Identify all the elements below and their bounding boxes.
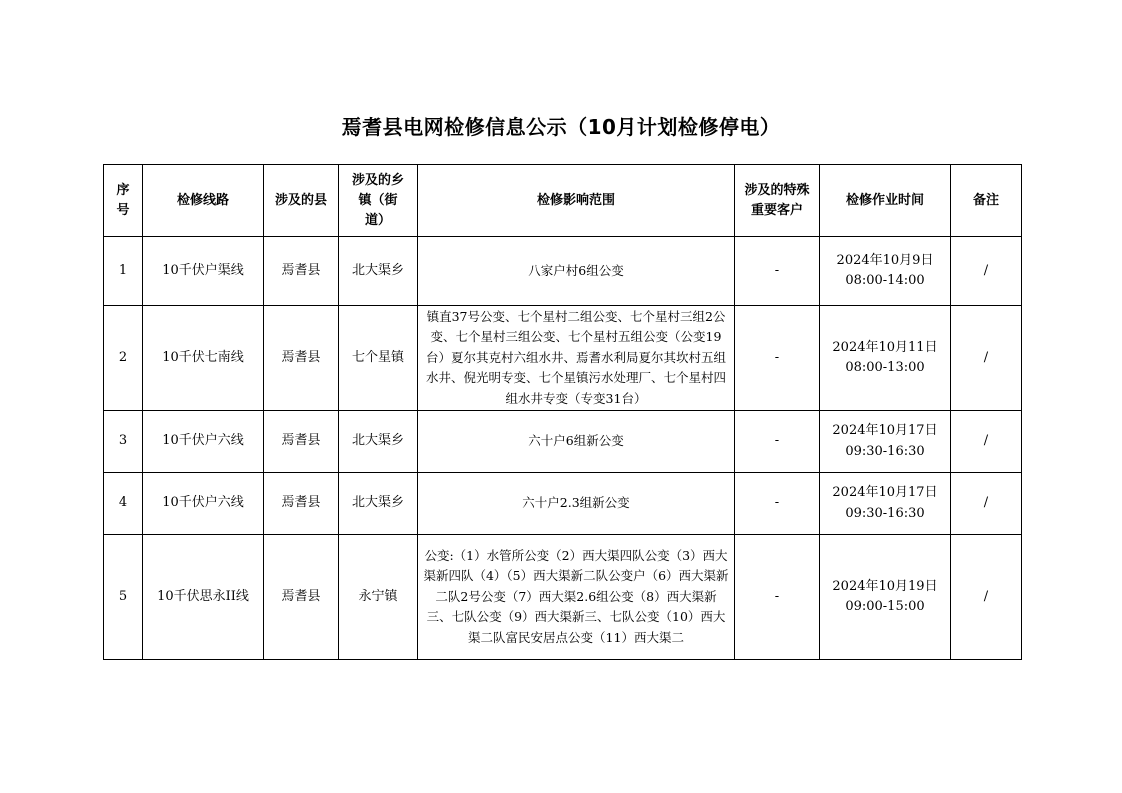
row-no: 3 bbox=[104, 411, 143, 473]
header-time: 检修作业时间 bbox=[820, 165, 951, 237]
header-county: 涉及的县 bbox=[264, 165, 339, 237]
row-scope: 六十户6组新公变 bbox=[418, 411, 735, 473]
row-county: 焉耆县 bbox=[264, 306, 339, 411]
row-note: / bbox=[951, 535, 1022, 660]
row-town: 七个星镇 bbox=[339, 306, 418, 411]
row-town: 北大渠乡 bbox=[339, 473, 418, 535]
row-time bbox=[820, 306, 951, 411]
row-time bbox=[820, 473, 951, 535]
table-row bbox=[104, 411, 1022, 473]
row-hours: 08:00-13:00 bbox=[845, 360, 925, 375]
row-line: 10千伏思永II线 bbox=[143, 535, 264, 660]
row-line: 10千伏户六线 bbox=[143, 411, 264, 473]
table-header-row bbox=[104, 165, 1022, 237]
row-county: 焉耆县 bbox=[264, 237, 339, 306]
row-date: 2024年10月17日 bbox=[832, 485, 938, 500]
table-row bbox=[104, 306, 1022, 411]
row-town: 永宁镇 bbox=[339, 535, 418, 660]
row-county: 焉耆县 bbox=[264, 473, 339, 535]
row-scope: 八家户村6组公变 bbox=[418, 237, 735, 306]
row-county: 焉耆县 bbox=[264, 535, 339, 660]
row-county: 焉耆县 bbox=[264, 411, 339, 473]
row-no: 5 bbox=[104, 535, 143, 660]
row-line: 10千伏七南线 bbox=[143, 306, 264, 411]
row-vip: - bbox=[735, 473, 820, 535]
row-note: / bbox=[951, 306, 1022, 411]
row-note: / bbox=[951, 237, 1022, 306]
row-note: / bbox=[951, 473, 1022, 535]
maintenance-table bbox=[103, 164, 1022, 660]
row-date: 2024年10月17日 bbox=[832, 423, 938, 438]
row-scope: 公变:（1）水管所公变（2）西大渠四队公变（3）西大渠新四队（4）（5）西大渠新二队公变户（6）西大渠新二队2号公变（7）西大渠2.6组公变（8）西大渠新三、七队公变（9）西大渠新三、七队公变（10）西大渠二队富民安居点公变（11）西大渠二 bbox=[418, 535, 735, 660]
row-scope: 六十户2.3组新公变 bbox=[418, 473, 735, 535]
page-title: 焉耆县电网检修信息公示（10月计划检修停电） bbox=[341, 115, 781, 139]
row-hours: 09:30-16:30 bbox=[845, 505, 925, 521]
row-hours: 09:30-16:30 bbox=[845, 443, 925, 459]
row-vip: - bbox=[735, 535, 820, 660]
row-date: 2024年10月9日 bbox=[836, 252, 934, 268]
table-row bbox=[104, 237, 1022, 306]
row-time bbox=[820, 411, 951, 473]
row-hours: 09:00-15:00 bbox=[845, 599, 925, 614]
header-no: 序号 bbox=[104, 165, 143, 237]
header-note: 备注 bbox=[951, 165, 1022, 237]
row-hours: 08:00-14:00 bbox=[845, 273, 925, 288]
header-vip: 涉及的特殊重要客户 bbox=[735, 165, 820, 237]
row-no: 4 bbox=[104, 473, 143, 535]
table-row bbox=[104, 473, 1022, 535]
row-vip: - bbox=[735, 411, 820, 473]
row-no: 2 bbox=[104, 306, 143, 411]
row-no: 1 bbox=[104, 237, 143, 306]
row-line: 10千伏户六线 bbox=[143, 473, 264, 535]
row-note: / bbox=[951, 411, 1022, 473]
header-town: 涉及的乡镇（街道） bbox=[339, 165, 418, 237]
table-row bbox=[104, 535, 1022, 660]
row-line: 10千伏户渠线 bbox=[143, 237, 264, 306]
header-line: 检修线路 bbox=[143, 165, 264, 237]
row-scope: 镇直37号公变、七个星村二组公变、七个星村三组2公变、七个星村三组公变、七个星村五组公变（公变19台）夏尔其克村六组水井、焉耆水利局夏尔其坎村五组水井、倪光明专变、七个星镇污水处理厂、七个星村四组水井专变（专变31台） bbox=[418, 306, 735, 411]
row-vip: - bbox=[735, 306, 820, 411]
header-scope: 检修影响范围 bbox=[418, 165, 735, 237]
row-town: 北大渠乡 bbox=[339, 237, 418, 306]
row-town: 北大渠乡 bbox=[339, 411, 418, 473]
row-time bbox=[820, 535, 951, 660]
row-date: 2024年10月19日 bbox=[832, 578, 938, 594]
row-time bbox=[820, 237, 951, 306]
row-vip: - bbox=[735, 237, 820, 306]
row-date: 2024年10月11日 bbox=[832, 339, 938, 355]
